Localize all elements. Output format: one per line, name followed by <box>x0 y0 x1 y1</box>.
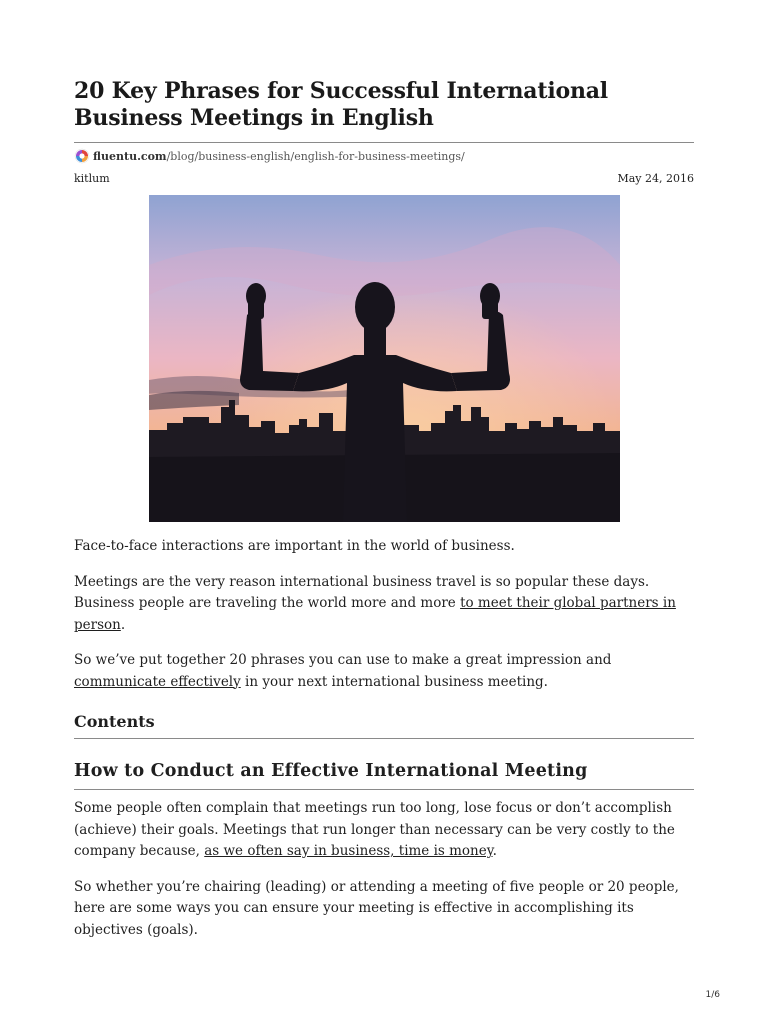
fluentu-logo-icon <box>74 148 90 164</box>
publish-date: May 24, 2016 <box>617 172 694 185</box>
contents-divider <box>74 738 694 739</box>
author: kitlum <box>74 172 110 185</box>
paragraph-chairing: So whether you’re chairing (leading) or attending a meeting of five people or 20 people, here are some ways you can ensure your meeting is effective in accomplishing its objectives (goals). <box>74 878 679 938</box>
source-path: /blog/business-english/english-for-business-meetings/ <box>166 149 465 163</box>
link-meet-global-partners[interactable]: to meet their global partners in person <box>74 595 676 633</box>
paragraph-text: So we’ve put together 20 phrases you can use to make a great impression and <box>74 652 612 668</box>
source-domain: fluentu.com <box>93 149 167 163</box>
link-communicate-effectively[interactable]: communicate effectively <box>74 673 241 690</box>
article-meta <box>74 172 694 186</box>
paragraph-text: Some people often complain that meetings run too long, lose focus or don’t accomplish (achieve) their goals. Meetings that run longer than necessary can be very costly to the company because, <box>74 800 675 859</box>
link-time-is-money[interactable]: as we often say in business, time is money <box>204 843 493 859</box>
section-divider <box>74 789 694 790</box>
article <box>74 78 694 941</box>
page-number: 1/6 <box>705 990 720 1000</box>
paragraph-text-end: . <box>120 616 126 633</box>
paragraph-meetings <box>74 798 694 863</box>
paragraph-text: Meetings are the very reason international business travel is so popular these days. Business people are traveling the world more and more <box>74 573 650 611</box>
paragraph-text-end: . <box>492 843 497 859</box>
contents-heading[interactable]: Contents <box>74 712 155 731</box>
title-divider <box>74 142 694 143</box>
paragraph-phrases <box>74 650 694 693</box>
paragraph-text-end: in your next international business meeting. <box>240 673 548 690</box>
paragraph-travel <box>74 572 694 637</box>
hero-image <box>149 195 620 522</box>
section-heading: How to Conduct an Effective International Meeting <box>74 761 588 781</box>
source-url[interactable] <box>74 148 694 164</box>
article-title: 20 Key Phrases for Successful International Business Meetings in English <box>74 78 608 131</box>
intro-paragraph: Face-to-face interactions are important in the world of business. <box>74 538 515 554</box>
